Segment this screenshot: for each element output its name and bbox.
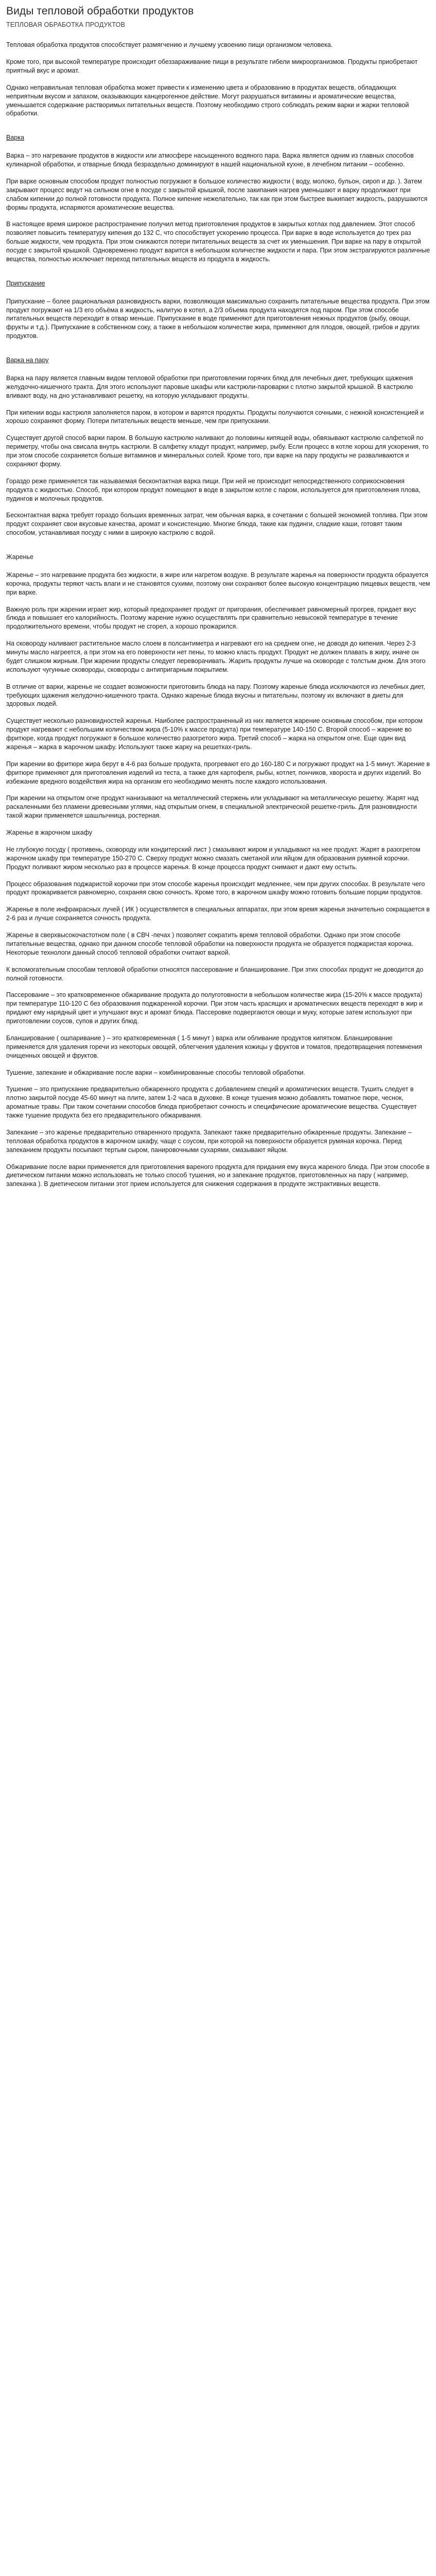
section-paragraph: Существует несколько разновидностей жаренья. Наиболее распространенный из них является жарение основным способом, при котором продукт нагревают с небольшим количеством жира (5-10% к массе продукта) при температуре 140-150 С. Второй способ – жарение во фритюре, когда продукт погружают в большое количество разогретого жира. Третий способ – жарка на открытом огне. Еще один вид жаренья – жарка в жарочном шкафу. Используют также жарку на решетках-гриль. <box>6 717 423 751</box>
section-paragraph: В отличие от варки, жаренье не создает возможности приготовить блюда на пару. Поэтому жареные блюда исключаются из лечебных диет, требующих щажения желудочно-кишечного тракта. Однако жареные блюда вкусны и питательны, поэтому их включают в диеты для здоровых людей. <box>6 683 425 708</box>
section-paragraph: При жарении на открытом огне продукт нанизывают на металлический стержень или укладывают на металлическую решетку. Жарят над раскаленными без пламени древесными углями, над открытым огнем, в специальной электрической решетке-гриль. Для разновидности такой жарки применяется шашлычница, ростерная. <box>6 794 418 820</box>
section-paragraph: Существует другой способ варки паром. В большую кастрюлю наливают до половины кипящей воды, обвязывают кастрюлю салфеткой по периметру, чтобы она свисала внутрь кастрюли. В салфетку кладут продукт, например, рыбу. Если процесс в котле хорош для ускорения, то при этом способе сохраняется больше витаминов и минеральных солей. Кроме того, при варке на пару продукты не разваливаются и сохраняют форму. <box>6 434 429 468</box>
section-paragraph: Варка на пару является главным видом тепловой обработки при приготовлении горячих блюд для лечебных диет, требующих щажения желудочно-кишечного тракта. Для этого используют паровые шкафы или кастрюли-пароварки с плотно закрытой крышкой. В кастрюлю вливают воду, на дно устанавливают решетку, на которую укладывают продукты. <box>6 374 413 399</box>
section-heading: Припускание <box>6 279 45 287</box>
section-heading: Варка на пару <box>6 357 49 364</box>
section-paragraph: На сковороду наливают растительное масло слоем в полсантиметра и нагревают его на среднем огне, не доводя до кипения. Через 2-3 минуты масло нагреется, а при этом на его поверхности нет пены, то можно класть продукт. Продукт не должен плавать в жиру, иначе он будет слишком жирным. При жарении продукты следует переворачивать. Жарить продукты лучше на сковороде с толстым дном. Для этого используют чугунные сковороды, сковороды с антипригарным покрытием. <box>6 640 426 673</box>
section-paragraph: Бланширование ( ошпаривание ) – это кратковременная ( 1-5 минут ) варка или обливание продуктов кипятком. Бланширование применяется для удаления горечи из некоторых овощей, облегчения удаления кожицы у фруктов и томатов, предотвращения потемнения очищенных овощей и фруктов. <box>6 1034 422 1059</box>
section-paragraph: Гораздо реже применяется так называемая бесконтактная варка пищи. При ней не происходит непосредственного соприкосновения продукта с жидкостью. Способ, при котором продукт помещают в воде в закрытом котле с паром, используется для приготовления плова, пудингов и молочных продуктов. <box>6 477 421 502</box>
intro-paragraph: Тепловая обработка продуктов способствует размягчению и лучшему усвоению пищи организмом человека. <box>6 41 333 49</box>
section-heading: Варка <box>6 134 24 142</box>
section-paragraph: Важную роль при жарении играет жир, который предохраняет продукт от пригорания, обеспечивает равномерный прогрев, придает вкус блюда и повышает его калорийность. Поэтому жарение нужно осуществлять при сравнительно невысокой температуре в течение продолжительного времени, чтобы продукт не сгорел, а хорошо прожарился. <box>6 605 416 631</box>
section <box>6 133 431 264</box>
section-paragraph: Обжаривание после варки применяется для приготовления вареного продукта для придания ему вкуса жареного блюда. При этом способе в диетическом питании можно использовать не только способ тушения, но и запекание продуктов, приготовленных на пару ( например, запеканка ). В диетическом питании этот прием используется для снижения содержания в продукте экстрактивных веществ. <box>6 1163 430 1188</box>
section-paragraph: При жарении во фритюре жира берут в 4-6 раз больше продукта, прогревают его до 160-180 С и погружают продукт на 1-5 минут. Жарение в фритюре применяют для приготовления изделий из теста, а также для картофеля, рыбы, котлет, пончиков, хвороста и других изделий. Во избежание вредного воздействия жира на организм его необходимо менять после каждого использования. <box>6 760 430 785</box>
section-paragraph: Тушение – это припускание предварительно обжаренного продукта с добавлением специй и ароматических веществ. Тушить следует в плотно закрытой посуде 45-60 минут на плите, затем 1-2 часа в духовке. В конце тушения можно добавлять томатное пюре, чеснок, ароматные травы. При таком сочетании способов блюда приобретают сочность и специфические ароматические вещества. Существует также тушение продукта без его предварительного обжаривания. <box>6 1086 417 1120</box>
section-heading: Жаренье <box>6 553 33 561</box>
section-paragraph: При варке основным способом продукт полностью погружают в большое количество жидкости ( воду, молоко, бульон, сироп и др. ). Затем закрывают процесс ведут на сильном огне в посуде с закрытой крышкой, после закипания нагрев уменьшают и варку продолжают при слабом кипении до полной готовности продукта. Полное кипение нежелательно, так как при этом быстрее выкипает жидкость, разрушаются формы продукта, испаряются ароматические вещества. <box>6 177 428 211</box>
section-paragraph: Припускание – более рациональная разновидность варки, позволяющая максимально сохранить питательные вещества продукта. При этом продукт погружают на 1/3 его объёма в жидкость, налитую в котел, а 2/3 объема продукта находятся под паром. При этом способе питательных веществ переходит в отвар меньше. Припускание в воде применяют для приготовления нежных продуктов (рыбу, овощи, фрукты и т.д.). Припускание в собственном соку, а также в небольшом количестве жира, применяют для плодов, овощей, грибов и других продуктов. <box>6 297 430 340</box>
section-paragraph: Жаренье в поле инфракрасных лучей ( ИК ) осуществляется в специальных аппаратах, при этом время жаренья значительно сокращается в 2-6 раз и лучше сохраняется сочность продукта. <box>6 906 430 922</box>
section-paragraph: Не глубокую посуду ( противень, сковороду или кондитерский лист ) смазывают жиром и укладывают на нее продукт. Жарят в разогретом жарочном шкафу при температуре 150-270 С. Сверху продукт можно смазать сметаной или яйцом для образования румяной корочки. Продукт поливают жиром несколько раз в процессе жаренья. В конце процесса продукт снимают и дают ему остыть. <box>6 845 421 871</box>
section <box>6 279 431 341</box>
intro-paragraph: Однако неправильная тепловая обработка может привести к изменению цвета и образованию в продуктах веществ, обладающих неприятным вкусом и запахом, оказывающих канцерогенное действие. Могут разрушаться витамины и ароматические вещества, уменьшается содержание растворимых питательных веществ. Поэтому необходимо строго соблюдать режим варки и жарки тепловой обработки. <box>6 83 409 117</box>
intro-block <box>6 41 431 118</box>
section-paragraph: Жаренье в сверхвысокочастотном поле ( в СВЧ -печах ) позволяет сократить время тепловой обработки. Однако при этом способе питательные вещества, однако при данном способе тепловой обработки на поверхности продукта не образуется поджаристая корочка. Некоторые технологи данный способ тепловой обработки считают варкой. <box>6 931 413 956</box>
page-subtitle: ТЕПЛОВАЯ ОБРАБОТКА ПРОДУКТОВ <box>6 21 125 29</box>
section-paragraph: Жаренье в жарочном шкафу <box>6 829 92 837</box>
section-paragraph: Варка – это нагревание продуктов в жидкости или атмосфере насыщенного водяного пара. Варка является одним из главных способов кулинарной обработки, и отварные блюда безраздельно доминируют в нашей национальной кухне, в лечебном питании – особенно. <box>6 152 414 168</box>
section-paragraph: Запекание – это жаренье предварительно отваренного продукта. Запекают также предварительно обжаренные продукты. Запекание – тепловая обработка продуктов в жарочном шкафу, чаще с соусом, при которой на поверхности образуется румяная корочка. Перед запеканием продукты посыпают тертым сыром, панировочными сухарями, смазывают яйцом. <box>6 1128 412 1154</box>
section-paragraph: Тушение, запекание и обжаривание после варки – комбинированные способы тепловой обработки. <box>6 1069 305 1076</box>
page-title: Виды тепловой обработки продуктов <box>6 5 194 17</box>
section-paragraph: Жаренье – это нагревание продукта без жидкости, в жире или нагретом воздухе. В результате жаренья на поверхности продукта образуется корочка, продукты теряют часть влаги и не становятся сухими, поэтому они сохраняют более высокую концентрацию пищевых веществ, чем при варке. <box>6 571 430 596</box>
section-paragraph: Процесс образования поджаристой корочки при этом способе жаренья происходит медленнее, чем при других способах. В результате чего продукт прожаривается равномерно, сохраняя свою сочность. Кроме того, в жарочном шкафу можно готовить большие порции продуктов. <box>6 880 425 896</box>
intro-paragraph: Кроме того, при высокой температуре происходит обеззараживание пищи в результате гибели микроорганизмов. Продукты приобретают приятный вкус и аромат. <box>6 58 418 74</box>
sections-container <box>6 133 431 1189</box>
section <box>6 845 431 1189</box>
section <box>6 356 431 537</box>
section-paragraph: Бесконтактная варка требует гораздо больших временных затрат, чем обычная варка, в сочетании с большей экономией топлива. При этом продукт сохраняет свои вкусовые качества, аромат и консистенцию. Многие блюда, такие как пудинги, сладкие каши, готовят таким способом, устанавливая посуду с ними в широкую кастрюлю с водой. <box>6 512 428 537</box>
section-paragraph: Пассерование – это кратковременное обжаривание продукта до полуготовности в небольшом количестве жира (15-20% к массе продукта) при температуре 110-120 С без образования поджаренной корочки. При этом часть красящих и ароматических веществ переходят в жир и придают ему нарядный цвет и улучшают вкус и аромат блюда. Пассеровке подвергаются овощи и муку, которые затем используют при приготовлении соусов, супов и других блюд. <box>6 991 423 1025</box>
section-paragraph: В настоящее время широкое распространение получил метод приготовления продуктов в закрытых котлах под давлением. Этот способ позволяет повысить температуру кипения до 132 С, что способствует ускорению процесса. При варке в воде используется до трех раз больше жидкости, чем продукта. При этом снижаются потери питательных веществ за счет их уменьшения. При варке на пару в открытой посуде с закрытой крышкой. Одновременно продукт варится в небольшом количестве жидкости и пара. При этом экстрагируются различные вещества, полностью исключает переход питательных веществ из продукта в жидкость. <box>6 221 430 263</box>
section <box>6 553 431 837</box>
document-page <box>0 0 436 1207</box>
section-paragraph: При кипении воды кастрюля заполняется паром, в котором и варятся продукты. Продукты получаются сочными, с нежной консистенцией и хорошо сохраняют форму. Потери питательных веществ меньше, чем при припускании. <box>6 409 424 425</box>
section-paragraph: К вспомогательным способам тепловой обработки относятся пассерование и бланширование. При этих способах продукт не доводится до полной готовности. <box>6 965 424 982</box>
